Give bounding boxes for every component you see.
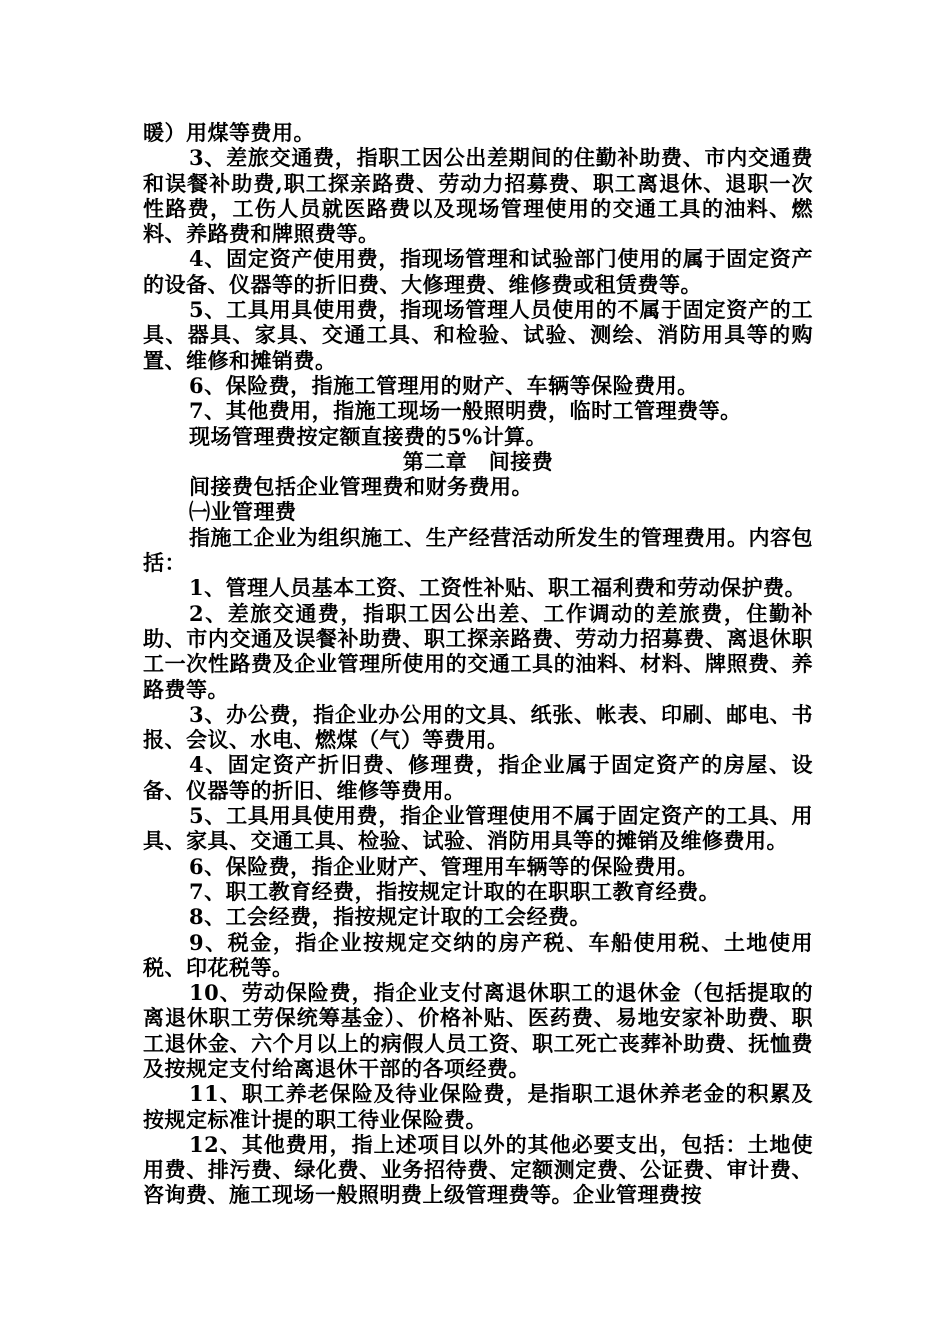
- list-item-5: 5、工具用具使用费，指企业管理使用不属于固定资产的工具、用具、家具、交通工具、检验、试验、消防用具等的摊销及维修费用。: [143, 803, 813, 854]
- list-item-10: 10、劳动保险费，指企业支付离退休职工的退休金（包括提取的离退休职工劳保统筹基金）、价格补贴、医药费、易地安家补助费、职工退休金、六个月以上的病假人员工资、职工死亡丧葬补助费、抚恤费及按规定支付给离退休干部的各项经费。: [143, 980, 813, 1081]
- list-item-4: 4、固定资产折旧费、修理费，指企业属于固定资产的房屋、设备、仪器等的折旧、维修等费用。: [143, 752, 813, 803]
- document-page: [143, 120, 813, 1208]
- list-item-8: 8、工会经费，指按规定计取的工会经费。: [189, 904, 592, 930]
- chapter-heading: 第二章 间接费: [402, 448, 554, 474]
- list-item-3: 3、办公费，指企业办公用的文具、纸张、帐表、印刷、邮电、书报、会议、水电、燃煤（气）等费用。: [143, 701, 813, 753]
- paragraph-indirect-intro: 间接费包括企业管理费和财务费用。: [189, 474, 533, 500]
- paragraph-definition: 指施工企业为组织施工、生产经营活动所发生的管理费用。内容包括：: [143, 524, 813, 576]
- paragraph-other-fee: 7、其他费用，指施工现场一般照明费，临时工管理费等。: [189, 398, 742, 424]
- paragraph-tool-fee: 5、工具用具使用费，指现场管理人员使用的不属于固定资产的工具、器具、家具、交通工具、和检验、试验、测绘、消防用具等的购置、维修和摊销费。: [143, 297, 813, 373]
- list-item-2: 2、差旅交通费，指职工因公出差、工作调动的差旅费，住勤补助、市内交通及误餐补助费、职工探亲路费、劳动力招募费、离退休职工一次性路费及企业管理所使用的交通工具的油料、材料、牌照费、养路费等。: [143, 600, 813, 702]
- paragraph-fixed-asset-fee: 4、固定资产使用费，指现场管理和试验部门使用的属于固定资产的设备、仪器等的折旧费、大修理费、维修费或租赁费等。: [143, 246, 813, 297]
- list-item-6: 6、保险费，指企业财产、管理用车辆等的保险费用。: [189, 853, 699, 879]
- paragraph-site-management-rate: 现场管理费按定额直接费的5%计算。: [189, 423, 548, 449]
- list-item-12: 12、其他费用，指上述项目以外的其他必要支出，包括：土地使用费、排污费、绿化费、业务招待费、定额测定费、公证费、审计费、咨询费、施工现场一般照明费上级管理费等。企业管理费按: [143, 1131, 813, 1208]
- list-item-7: 7、职工教育经费，指按规定计取的在职职工教育经费。: [189, 878, 721, 904]
- paragraph-continuation: 暖）用煤等费用。: [143, 120, 315, 145]
- list-item-1: 1、管理人员基本工资、工资性补贴、职工福利费和劳动保护费。: [189, 575, 807, 601]
- section-heading: ㈠业管理费: [189, 499, 297, 525]
- list-item-11: 11、职工养老保险及待业保险费，是指职工退休养老金的积累及按规定标准计提的职工待业保险费。: [143, 1081, 813, 1132]
- paragraph-travel-expense: 3、差旅交通费，指职工因公出差期间的住勤补助费、市内交通费和误餐补助费,职工探亲路费、劳动力招募费、职工离退休、退职一次性路费，工伤人员就医路费以及现场管理使用的交通工具的油料、燃料、养路费和牌照费等。: [143, 145, 813, 247]
- paragraph-insurance: 6、保险费，指施工管理用的财产、车辆等保险费用。: [189, 372, 699, 398]
- list-item-9: 9、税金，指企业按规定交纳的房产税、车船使用税、土地使用税、印花税等。: [143, 929, 813, 980]
